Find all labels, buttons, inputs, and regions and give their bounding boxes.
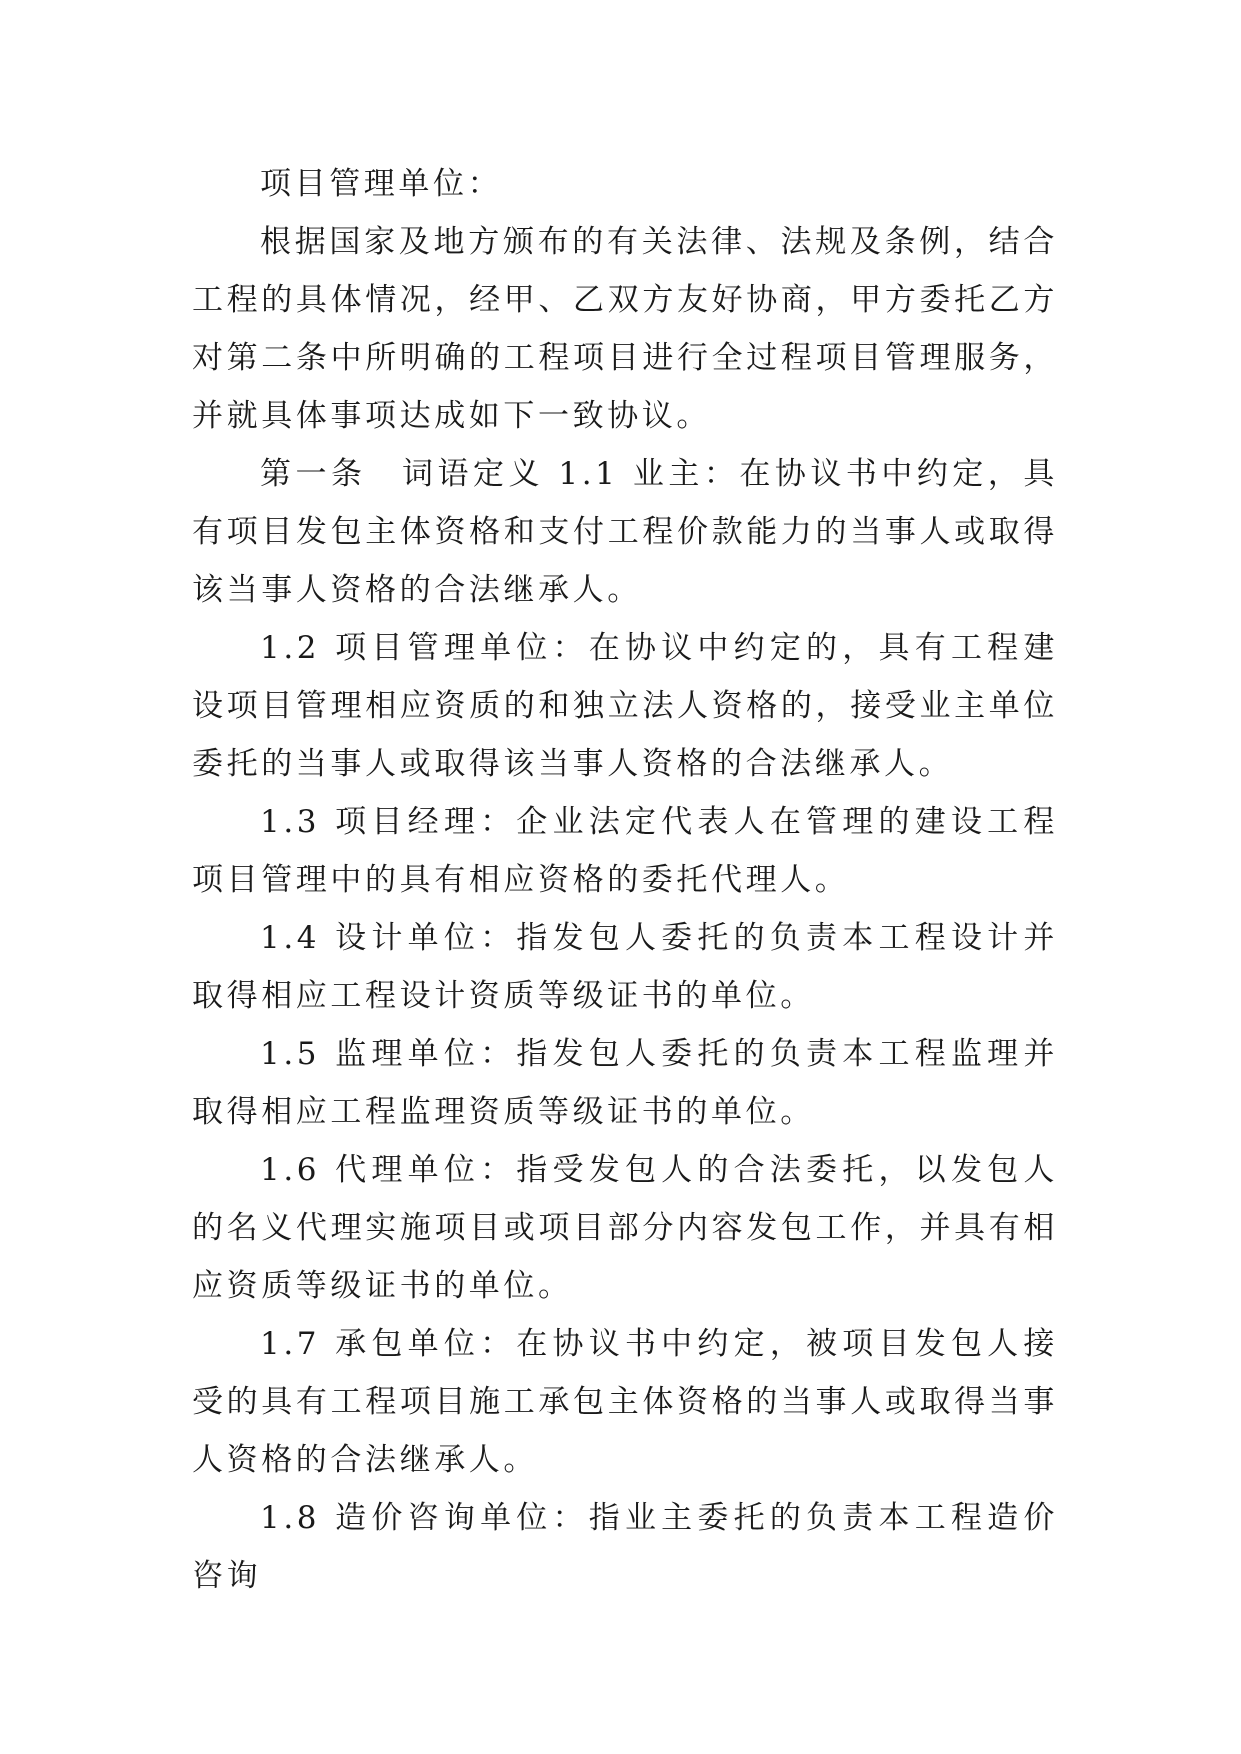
paragraph-1-8-cost-consulting-unit: 1.8 造价咨询单位：指业主委托的负责本工程造价咨询	[192, 1500, 1058, 1594]
paragraph-1-6-agency-unit: 1.6 代理单位：指受发包人的合法委托，以发包人的名义代理实施项目或项目部分内容发包工作，并具有相应资质等级证书的单位。	[192, 1152, 1058, 1304]
paragraph-1-4-design-unit: 1.4 设计单位：指发包人委托的负责本工程设计并取得相应工程设计资质等级证书的单位。	[192, 920, 1058, 1014]
document-body	[192, 155, 1058, 1605]
paragraph-article-1-owner: 第一条 词语定义 1.1 业主：在协议书中约定，具有项目发包主体资格和支付工程价款能力的当事人或取得该当事人资格的合法继承人。	[192, 456, 1058, 608]
paragraph-preamble: 根据国家及地方颁布的有关法律、法规及条例，结合工程的具体情况，经甲、乙双方友好协商，甲方委托乙方对第二条中所明确的工程项目进行全过程项目管理服务，并就具体事项达成如下一致协议。	[192, 224, 1058, 434]
paragraph-1-5-supervision-unit: 1.5 监理单位：指发包人委托的负责本工程监理并取得相应工程监理资质等级证书的单位。	[192, 1036, 1058, 1130]
paragraph-1-2-project-management-unit: 1.2 项目管理单位：在协议中约定的，具有工程建设项目管理相应资质的和独立法人资格的，接受业主单位委托的当事人或取得该当事人资格的合法继承人。	[192, 630, 1058, 782]
paragraph-project-management-unit: 项目管理单位：	[260, 166, 503, 202]
paragraph-1-7-contractor-unit: 1.7 承包单位：在协议书中约定，被项目发包人接受的具有工程项目施工承包主体资格的当事人或取得当事人资格的合法继承人。	[192, 1326, 1058, 1478]
paragraph-1-3-project-manager: 1.3 项目经理：企业法定代表人在管理的建设工程项目管理中的具有相应资格的委托代理人。	[192, 804, 1058, 898]
